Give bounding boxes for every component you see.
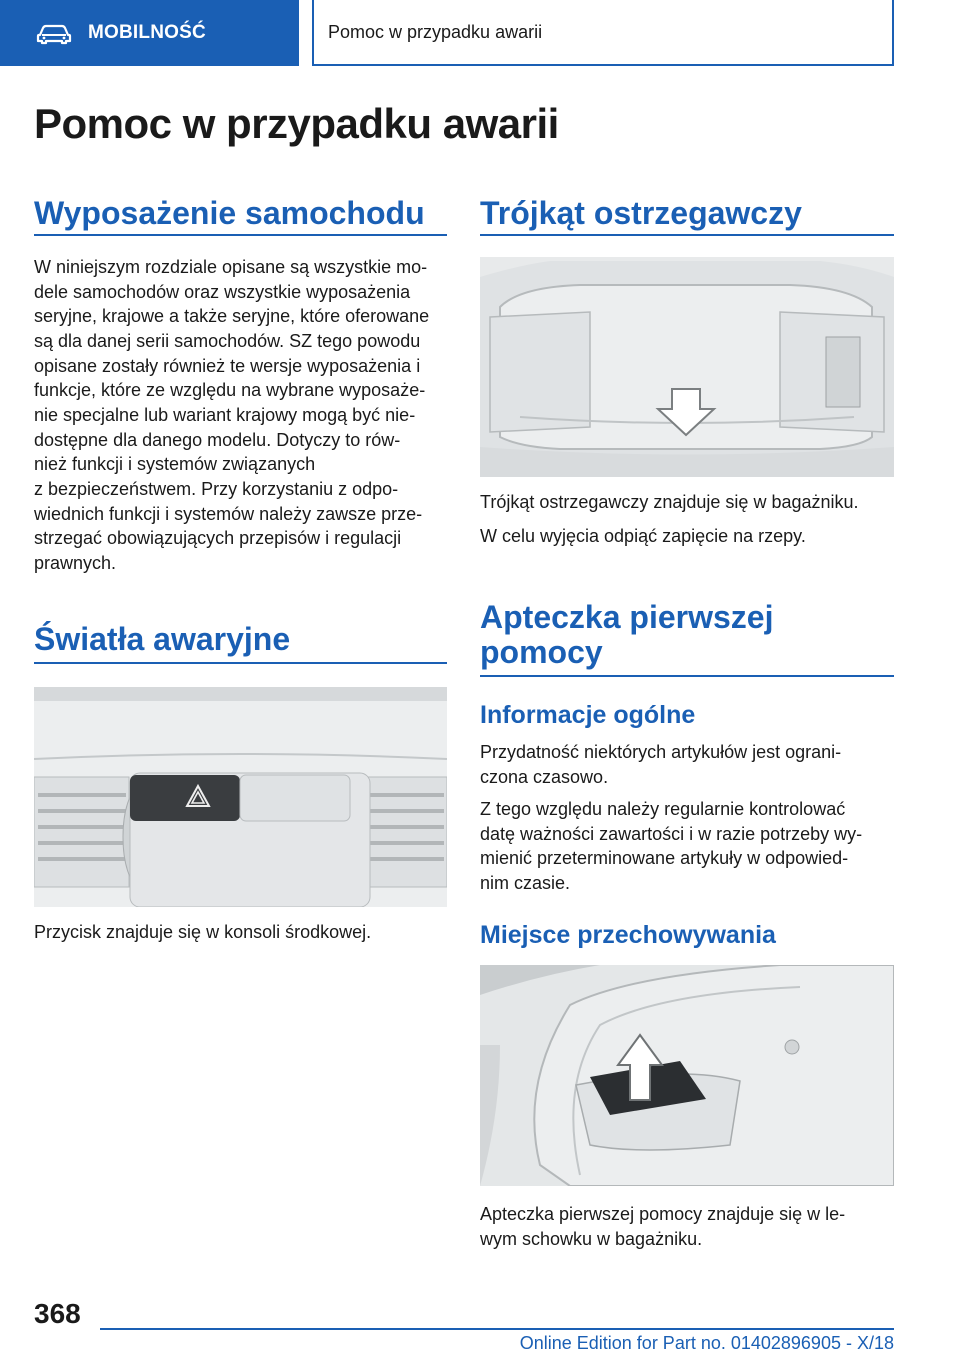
chapter-label: Pomoc w przypadku awarii: [312, 0, 894, 66]
triangle-heading: Trójkąt ostrzegawczy: [480, 195, 802, 231]
triangle-heading-rule: [480, 234, 894, 236]
firstaid-heading-rule: [480, 675, 894, 677]
storage-heading: Miejsce przechowywania: [480, 921, 776, 949]
section-tab: [0, 0, 299, 66]
equipment-heading-rule: [34, 234, 447, 236]
trunk-illustration: [480, 257, 894, 477]
hazard-button-image: [34, 687, 447, 907]
general-info-paragraph-1: Przydatność niektórych artykułów jest ograni- czona czasowo.: [480, 742, 842, 787]
storage-compartment-illustration: [480, 965, 894, 1186]
warning-triangle-trunk-image: [480, 257, 894, 477]
hazard-heading-rule: [34, 662, 447, 664]
general-info-heading: Informacje ogólne: [480, 701, 696, 729]
firstaid-heading: Apteczka pierwszej pomocy: [480, 599, 774, 671]
edition-footer: Online Edition for Part no. 01402896905 - X/18: [519, 1333, 894, 1353]
dashboard-illustration: [34, 687, 447, 907]
section-label: MOBILNOŚĆ: [88, 22, 206, 43]
general-info-paragraph-2: Z tego względu należy regularnie kontrolować datę ważności zawartości i w razie potrzeby wy- mienić przeterminowane artykuły w odpowied- nim czasie.: [480, 799, 863, 893]
equipment-paragraph: W niniejszym rozdziale opisane są wszystkie mo- dele samochodów oraz wszystkie wyposażenia seryjne, krajowe a także seryjne, które oferowane są dla danej serii samochodów. SZ tego powodu opisane zostały również te wersje wyposażenia i funkcje, które ze względu na wybrane wyposaże- nie specjalne lub wariant krajowy mogą być nie- dostępne dla danego modelu. Dotyczy to rów- nież funkcji i systemów związanych z bezpieczeństwem. Przy korzystaniu z odpo- wiednich funkcji i systemów należy zawsze prze- strzegać obowiązujących przepisów i regulacji prawnych.: [34, 257, 430, 573]
equipment-heading: Wyposażenie samochodu: [34, 195, 425, 231]
triangle-caption-location: Trójkąt ostrzegawczy znajduje się w bagażniku.: [480, 492, 859, 512]
firstaid-storage-image: [480, 965, 894, 1186]
page-title: Pomoc w przypadku awarii: [34, 100, 559, 147]
hazard-heading: Światła awaryjne: [34, 621, 291, 657]
page-number: 368: [34, 1298, 81, 1329]
hazard-caption: Przycisk znajduje się w konsoli środkowej.: [34, 922, 372, 942]
footer-rule: [100, 1328, 894, 1330]
triangle-caption-removal: W celu wyjęcia odpiąć zapięcie na rzepy.: [480, 526, 806, 546]
storage-caption: Apteczka pierwszej pomocy znajduje się w le- wym schowku w bagażniku.: [480, 1204, 846, 1249]
car-icon: [36, 21, 72, 45]
